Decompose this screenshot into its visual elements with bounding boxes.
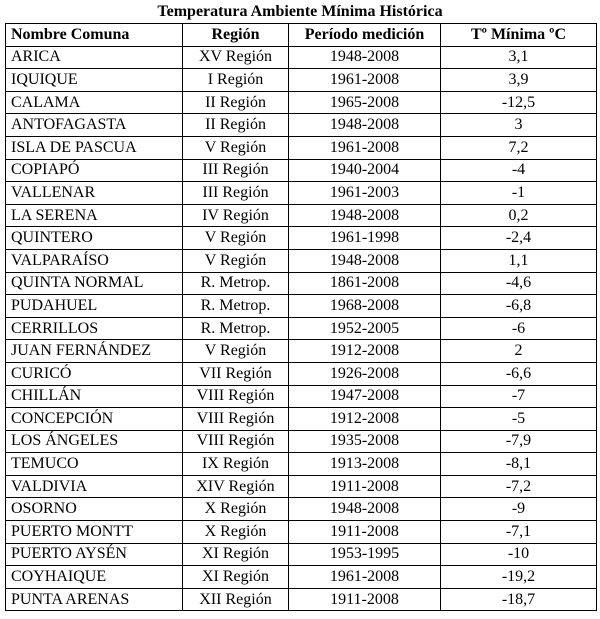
cell-comuna: VALPARAÍSO — [6, 249, 183, 272]
cell-comuna: CURICÓ — [6, 362, 183, 385]
cell-periodo: 1913-2008 — [289, 453, 441, 476]
table-row — [6, 453, 597, 476]
cell-region: R. Metrop. — [183, 272, 289, 295]
cell-region: II Región — [183, 114, 289, 137]
cell-comuna: QUINTA NORMAL — [6, 272, 183, 295]
table-row — [6, 340, 597, 363]
cell-minima: 0,2 — [441, 204, 597, 227]
cell-periodo: 1861-2008 — [289, 272, 441, 295]
cell-region: IV Región — [183, 204, 289, 227]
cell-comuna: CONCEPCIÓN — [6, 408, 183, 431]
table-row — [6, 46, 597, 69]
cell-region: VII Región — [183, 362, 289, 385]
cell-minima: -8,1 — [441, 453, 597, 476]
cell-region: VIII Región — [183, 408, 289, 431]
header-minima: Tº Mínima ºC — [441, 24, 597, 47]
cell-comuna: COYHAIQUE — [6, 566, 183, 589]
table-row — [6, 475, 597, 498]
table-row — [6, 69, 597, 92]
cell-region: XI Región — [183, 543, 289, 566]
cell-periodo: 1953-1995 — [289, 543, 441, 566]
cell-region: III Región — [183, 159, 289, 182]
cell-periodo: 1961-2008 — [289, 69, 441, 92]
cell-minima: -18,7 — [441, 588, 597, 611]
cell-comuna: TEMUCO — [6, 453, 183, 476]
cell-region: VIII Región — [183, 430, 289, 453]
table-row — [6, 543, 597, 566]
table-row — [6, 295, 597, 318]
table-row — [6, 498, 597, 521]
cell-region: X Región — [183, 498, 289, 521]
table-row — [6, 91, 597, 114]
cell-minima: -6,6 — [441, 362, 597, 385]
cell-periodo: 1961-2008 — [289, 566, 441, 589]
table-row — [6, 182, 597, 205]
cell-region: XI Región — [183, 566, 289, 589]
cell-minima: -7,1 — [441, 521, 597, 544]
cell-minima: 2 — [441, 340, 597, 363]
cell-comuna: PUNTA ARENAS — [6, 588, 183, 611]
table-row — [6, 114, 597, 137]
cell-comuna: QUINTERO — [6, 227, 183, 250]
cell-region: V Región — [183, 340, 289, 363]
cell-comuna: JUAN FERNÁNDEZ — [6, 340, 183, 363]
cell-minima: -7,9 — [441, 430, 597, 453]
cell-comuna: ISLA DE PASCUA — [6, 136, 183, 159]
cell-periodo: 1961-2008 — [289, 136, 441, 159]
table-row — [6, 362, 597, 385]
cell-periodo: 1912-2008 — [289, 340, 441, 363]
cell-region: XIV Región — [183, 475, 289, 498]
header-periodo: Período medición — [289, 24, 441, 47]
cell-comuna: CHILLÁN — [6, 385, 183, 408]
header-row — [6, 24, 597, 47]
table-row — [6, 385, 597, 408]
table-title: Temperatura Ambiente Mínima Histórica — [157, 3, 443, 20]
table-row — [6, 430, 597, 453]
cell-comuna: CALAMA — [6, 91, 183, 114]
cell-minima: -1 — [441, 182, 597, 205]
cell-periodo: 1948-2008 — [289, 114, 441, 137]
cell-comuna: OSORNO — [6, 498, 183, 521]
table-row — [6, 408, 597, 431]
table-row — [6, 227, 597, 250]
cell-minima: 7,2 — [441, 136, 597, 159]
cell-periodo: 1961-1998 — [289, 227, 441, 250]
cell-comuna: VALLENAR — [6, 182, 183, 205]
cell-minima: -12,5 — [441, 91, 597, 114]
cell-periodo: 1968-2008 — [289, 295, 441, 318]
cell-region: IX Región — [183, 453, 289, 476]
cell-comuna: CERRILLOS — [6, 317, 183, 340]
cell-periodo: 1911-2008 — [289, 475, 441, 498]
cell-minima: -19,2 — [441, 566, 597, 589]
cell-periodo: 1965-2008 — [289, 91, 441, 114]
cell-region: VIII Región — [183, 385, 289, 408]
cell-comuna: ARICA — [6, 46, 183, 69]
cell-region: I Región — [183, 69, 289, 92]
cell-periodo: 1948-2008 — [289, 249, 441, 272]
cell-minima: 3,9 — [441, 69, 597, 92]
cell-periodo: 1948-2008 — [289, 204, 441, 227]
cell-minima: -7,2 — [441, 475, 597, 498]
cell-comuna: COPIAPÓ — [6, 159, 183, 182]
cell-comuna: VALDIVIA — [6, 475, 183, 498]
table-row — [6, 521, 597, 544]
cell-periodo: 1948-2008 — [289, 498, 441, 521]
cell-comuna: LOS ÁNGELES — [6, 430, 183, 453]
cell-region: V Región — [183, 136, 289, 159]
cell-periodo: 1948-2008 — [289, 46, 441, 69]
table-row — [6, 204, 597, 227]
table-row — [6, 588, 597, 611]
cell-region: X Región — [183, 521, 289, 544]
temperature-table — [5, 23, 597, 611]
cell-minima: -5 — [441, 408, 597, 431]
cell-region: XV Región — [183, 46, 289, 69]
cell-minima: -4 — [441, 159, 597, 182]
cell-region: II Región — [183, 91, 289, 114]
cell-region: R. Metrop. — [183, 317, 289, 340]
cell-minima: -9 — [441, 498, 597, 521]
cell-periodo: 1926-2008 — [289, 362, 441, 385]
table-row — [6, 272, 597, 295]
cell-comuna: PUERTO AYSÉN — [6, 543, 183, 566]
cell-minima: -6 — [441, 317, 597, 340]
cell-comuna: ANTOFAGASTA — [6, 114, 183, 137]
cell-region: V Región — [183, 249, 289, 272]
cell-minima: -6,8 — [441, 295, 597, 318]
cell-periodo: 1940-2004 — [289, 159, 441, 182]
cell-minima: -4,6 — [441, 272, 597, 295]
cell-periodo: 1912-2008 — [289, 408, 441, 431]
cell-periodo: 1935-2008 — [289, 430, 441, 453]
cell-comuna: LA SERENA — [6, 204, 183, 227]
cell-periodo: 1961-2003 — [289, 182, 441, 205]
table-row — [6, 317, 597, 340]
cell-region: R. Metrop. — [183, 295, 289, 318]
cell-minima: 3 — [441, 114, 597, 137]
cell-periodo: 1911-2008 — [289, 588, 441, 611]
cell-comuna: PUERTO MONTT — [6, 521, 183, 544]
table-body — [6, 46, 597, 611]
cell-comuna: PUDAHUEL — [6, 295, 183, 318]
cell-periodo: 1947-2008 — [289, 385, 441, 408]
cell-region: V Región — [183, 227, 289, 250]
header-region: Región — [183, 24, 289, 47]
cell-periodo: 1911-2008 — [289, 521, 441, 544]
cell-minima: 1,1 — [441, 249, 597, 272]
cell-minima: -10 — [441, 543, 597, 566]
cell-region: III Región — [183, 182, 289, 205]
cell-comuna: IQUIQUE — [6, 69, 183, 92]
cell-minima: -2,4 — [441, 227, 597, 250]
table-row — [6, 136, 597, 159]
table-row — [6, 249, 597, 272]
cell-region: XII Región — [183, 588, 289, 611]
cell-periodo: 1952-2005 — [289, 317, 441, 340]
table-row — [6, 159, 597, 182]
cell-minima: -7 — [441, 385, 597, 408]
header-comuna: Nombre Comuna — [6, 24, 183, 47]
table-row — [6, 566, 597, 589]
cell-minima: 3,1 — [441, 46, 597, 69]
